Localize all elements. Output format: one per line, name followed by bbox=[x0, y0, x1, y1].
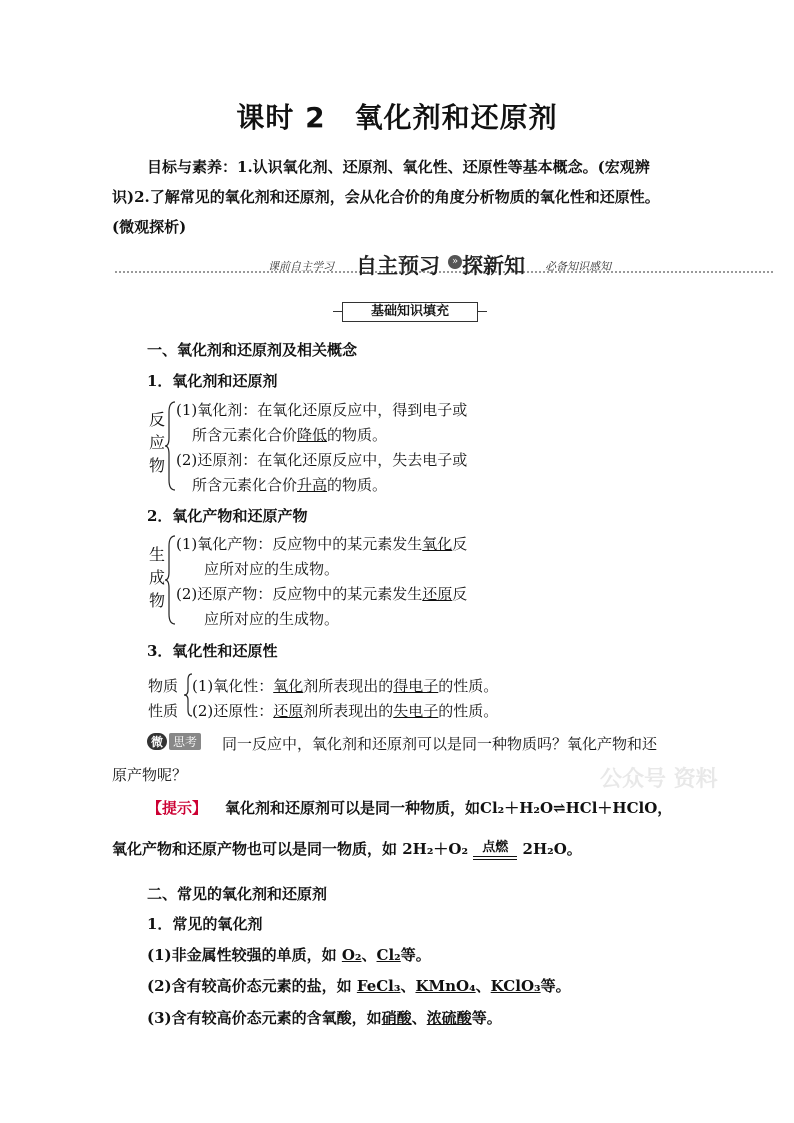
arrow-icon: » bbox=[448, 255, 462, 269]
tip-text: 2H₂O。 bbox=[522, 840, 582, 858]
side-label-reactant: 反应物 bbox=[148, 410, 165, 475]
text: 的物质。 bbox=[327, 476, 388, 494]
text: (1)氧化产物：反应物中的某元素发生 bbox=[176, 535, 423, 553]
subsection-1-2: 2．氧化产物和还原产物 bbox=[147, 507, 308, 525]
tip-line2 bbox=[112, 838, 582, 860]
text: 反 bbox=[452, 535, 468, 553]
banner-main-b: 探新知 bbox=[462, 254, 525, 278]
section-1-title: 一、氧化剂和还原剂及相关概念 bbox=[147, 341, 358, 359]
text: 剂所表现出的 bbox=[303, 677, 394, 695]
oxidant-def-line2 bbox=[192, 424, 387, 445]
text: 、 bbox=[400, 977, 416, 995]
banner-main bbox=[356, 250, 525, 280]
text: 等。 bbox=[471, 1009, 502, 1027]
answer-fill: 浓硫酸 bbox=[426, 1009, 472, 1027]
side-label-product: 生成物 bbox=[148, 545, 165, 610]
badge-text: 思考 bbox=[169, 733, 201, 750]
ox-product-line1 bbox=[176, 533, 467, 554]
oxidizing-property bbox=[192, 675, 498, 696]
banner-left-text: 课前自主学习 bbox=[268, 260, 334, 273]
oxidant-item-1 bbox=[147, 944, 431, 965]
tip-text: 氧化剂和还原剂可以是同一种物质，如Cl₂＋H₂O⇌HCl＋HClO， bbox=[225, 799, 673, 817]
answer-fill: 氧化 bbox=[273, 677, 304, 695]
text: 、 bbox=[411, 1009, 427, 1027]
answer-fill: 还原 bbox=[422, 585, 453, 603]
badge-text: 微 bbox=[147, 733, 167, 750]
answer-fill: O₂ bbox=[341, 946, 362, 964]
text: 的性质。 bbox=[438, 702, 499, 720]
text: (2)还原性： bbox=[192, 702, 274, 720]
answer-fill: KMnO₄ bbox=[415, 977, 476, 995]
reaction-arrow bbox=[473, 841, 517, 860]
goal-line-1: 目标与素养：1.认识氧化剂、还原剂、氧化性、还原性等基本概念。(宏观辨 bbox=[147, 158, 650, 176]
oxidant-item-2 bbox=[147, 975, 571, 996]
page-title: 课时 2 氧化剂和还原剂 bbox=[236, 101, 558, 134]
goal-line-3: (微观探析) bbox=[112, 218, 187, 236]
answer-fill: 还原 bbox=[273, 702, 304, 720]
text: (2)还原产物：反应物中的某元素发生 bbox=[176, 585, 423, 603]
goal-line-2: 识)2.了解常见的氧化剂和还原剂，会从化合价的角度分析物质的氧化性和还原性。 bbox=[112, 188, 660, 206]
subsection-1-3: 3．氧化性和还原性 bbox=[147, 642, 278, 660]
red-product-line2: 应所对应的生成物。 bbox=[204, 610, 340, 628]
reductant-def-line2 bbox=[192, 474, 387, 495]
text: 等。 bbox=[540, 977, 571, 995]
side-label-property: 性质 bbox=[148, 702, 179, 720]
tip-line1 bbox=[147, 797, 672, 818]
text: 、 bbox=[361, 946, 377, 964]
text: (1)氧化性： bbox=[192, 677, 274, 695]
text: 所含元素化合价 bbox=[192, 476, 298, 494]
answer-fill: 得电子 bbox=[393, 677, 439, 695]
think-badge bbox=[147, 733, 201, 750]
section-2-title: 二、常见的氧化剂和还原剂 bbox=[147, 885, 328, 903]
text: (3)含有较高价态元素的含氧酸，如 bbox=[147, 1009, 382, 1027]
answer-fill: FeCl₃ bbox=[356, 977, 401, 995]
text: 剂所表现出的 bbox=[303, 702, 394, 720]
tip-text: 氧化产物和还原产物也可以是同一物质，如 2H₂＋O₂ bbox=[112, 840, 469, 858]
text: 反 bbox=[452, 585, 468, 603]
banner-main-a: 自主预习 bbox=[356, 254, 440, 278]
answer-fill: KClO₃ bbox=[490, 977, 541, 995]
text: 所含元素化合价 bbox=[192, 426, 298, 444]
text: 的物质。 bbox=[327, 426, 388, 444]
answer-fill: 失电子 bbox=[393, 702, 439, 720]
subsection-1-1: 1．氧化剂和还原剂 bbox=[147, 372, 278, 390]
section-box-label: 基础知识填充 bbox=[342, 302, 478, 322]
text: (1)非金属性较强的单质，如 bbox=[147, 946, 342, 964]
text: (2)含有较高价态元素的盐，如 bbox=[147, 977, 357, 995]
oxidant-item-3 bbox=[147, 1007, 502, 1028]
red-product-line1 bbox=[176, 583, 467, 604]
equals-sign bbox=[473, 856, 517, 860]
subsection-2-1: 1．常见的氧化剂 bbox=[147, 915, 263, 933]
text: 的性质。 bbox=[438, 677, 499, 695]
oxidant-def-line1: (1)氧化剂：在氧化还原反应中，得到电子或 bbox=[176, 401, 468, 419]
answer-fill: 硝酸 bbox=[381, 1009, 412, 1027]
answer-fill: Cl₂ bbox=[376, 946, 401, 964]
answer-fill: 升高 bbox=[297, 476, 328, 494]
watermark: 公众号 资料 bbox=[600, 766, 718, 792]
think-question-line1: 同一反应中，氧化剂和还原剂可以是同一种物质吗？氧化产物和还 bbox=[222, 735, 658, 753]
banner-right-text: 必备知识感知 bbox=[545, 260, 611, 273]
condition-label: 点燃 bbox=[482, 839, 509, 855]
text: 等。 bbox=[400, 946, 431, 964]
reducing-property bbox=[192, 700, 498, 721]
text: 、 bbox=[475, 977, 491, 995]
ox-product-line2: 应所对应的生成物。 bbox=[204, 560, 340, 578]
think-question-line2: 原产物呢？ bbox=[112, 766, 188, 784]
tip-label: 【提示】 bbox=[147, 799, 208, 817]
answer-fill: 氧化 bbox=[422, 535, 453, 553]
reductant-def-line1: (2)还原剂：在氧化还原反应中，失去电子或 bbox=[176, 451, 468, 469]
side-label-substance: 物质 bbox=[148, 677, 179, 695]
answer-fill: 降低 bbox=[297, 426, 328, 444]
